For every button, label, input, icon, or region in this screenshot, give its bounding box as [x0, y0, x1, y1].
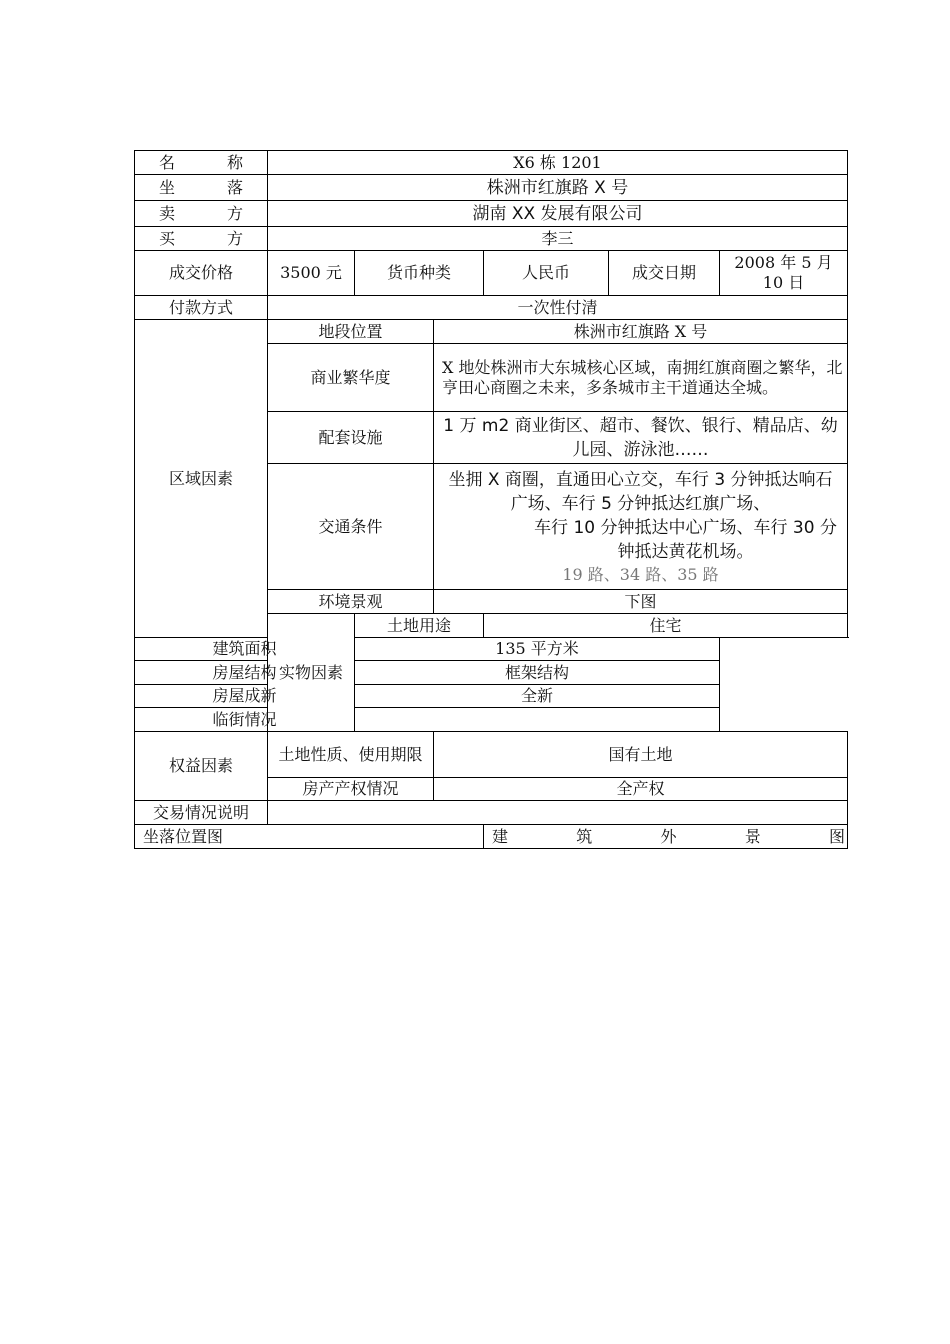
- value-environment: 下图: [434, 590, 848, 614]
- row-payment: [135, 296, 848, 320]
- label-property-rights: 房产产权情况: [268, 778, 434, 801]
- row-images: [135, 825, 848, 849]
- row-street: [135, 708, 848, 732]
- row-building-area: [135, 638, 848, 661]
- label-regional-factors: 区域因素: [135, 320, 268, 638]
- transaction-info-table: [134, 150, 848, 849]
- label-price: 成交价格: [135, 251, 268, 296]
- row-newness: [135, 685, 848, 708]
- value-traffic: [434, 464, 848, 590]
- value-land-nature: 国有土地: [434, 732, 848, 778]
- row-price: [135, 251, 848, 296]
- label-physical-factors: 实物因素: [268, 614, 355, 732]
- label-payment: 付款方式: [135, 296, 268, 320]
- label-traffic: 交通条件: [268, 464, 434, 590]
- row-name: [135, 151, 848, 175]
- row-land-nature: [135, 732, 848, 778]
- value-payment: 一次性付清: [268, 296, 848, 320]
- traffic-line-2: 车行 10 分钟抵达中心广场、车行 30 分钟抵达黄花机场。: [534, 517, 837, 562]
- value-currency: 人民币: [484, 251, 609, 296]
- value-facilities: 1 万 m2 商业街区、超市、餐饮、银行、精品店、幼儿园、游泳池……: [434, 412, 848, 464]
- value-land-use: 住宅: [484, 614, 848, 638]
- row-transaction-note: [135, 801, 848, 825]
- value-building-area: 135 平方米: [355, 638, 720, 661]
- label-exterior: 建筑外景图: [484, 825, 848, 849]
- traffic-buses: 19 路、34 路、35 路: [562, 564, 719, 584]
- value-transaction-note: [268, 801, 848, 825]
- label-rights-factors: 权益因素: [135, 732, 268, 801]
- value-plot-location: 株洲市红旗路 X 号: [434, 320, 848, 344]
- value-newness: 全新: [355, 685, 720, 708]
- label-location: 坐落: [135, 175, 268, 201]
- value-price: 3500 元: [268, 251, 355, 296]
- value-location: 株洲市红旗路 X 号: [268, 175, 848, 201]
- value-commercial: X 地处株洲市大东城核心区域，南拥红旗商圈之繁华，北亨田心商圈之未来，多条城市主干道通达全城。: [434, 344, 848, 412]
- label-newness: 房屋成新: [135, 685, 355, 708]
- value-structure: 框架结构: [355, 661, 720, 685]
- label-street: 临街情况: [135, 708, 355, 732]
- label-transaction-note: 交易情况说明: [135, 801, 268, 825]
- label-building-area: 建筑面积: [135, 638, 355, 661]
- label-buyer: 买方: [135, 227, 268, 251]
- label-land-nature: 土地性质、使用期限: [268, 732, 434, 778]
- row-plot-location: [135, 320, 848, 344]
- label-plot-location: 地段位置: [268, 320, 434, 344]
- value-buyer: 李三: [268, 227, 848, 251]
- label-date: 成交日期: [609, 251, 720, 296]
- label-location-map: 坐落位置图: [135, 825, 484, 849]
- label-land-use: 土地用途: [355, 614, 484, 638]
- label-commercial: 商业繁华度: [268, 344, 434, 412]
- value-seller: 湖南 XX 发展有限公司: [268, 201, 848, 227]
- value-street: [355, 708, 720, 732]
- traffic-line-1: 坐拥 X 商圈，直通田心立交，车行 3 分钟抵达响石广场、车行 5 分钟抵达红旗广场、: [448, 469, 833, 514]
- label-facilities: 配套设施: [268, 412, 434, 464]
- label-environment: 环境景观: [268, 590, 434, 614]
- row-buyer: [135, 227, 848, 251]
- value-property-rights: 全产权: [434, 778, 848, 801]
- row-structure: [135, 661, 848, 685]
- label-name: 名称: [135, 151, 268, 175]
- label-seller: 卖方: [135, 201, 268, 227]
- value-name: X6 栋 1201: [268, 151, 848, 175]
- label-structure: 房屋结构: [135, 661, 355, 685]
- label-currency: 货币种类: [355, 251, 484, 296]
- row-seller: [135, 201, 848, 227]
- row-location: [135, 175, 848, 201]
- value-date: 2008 年 5 月 10 日: [720, 251, 848, 296]
